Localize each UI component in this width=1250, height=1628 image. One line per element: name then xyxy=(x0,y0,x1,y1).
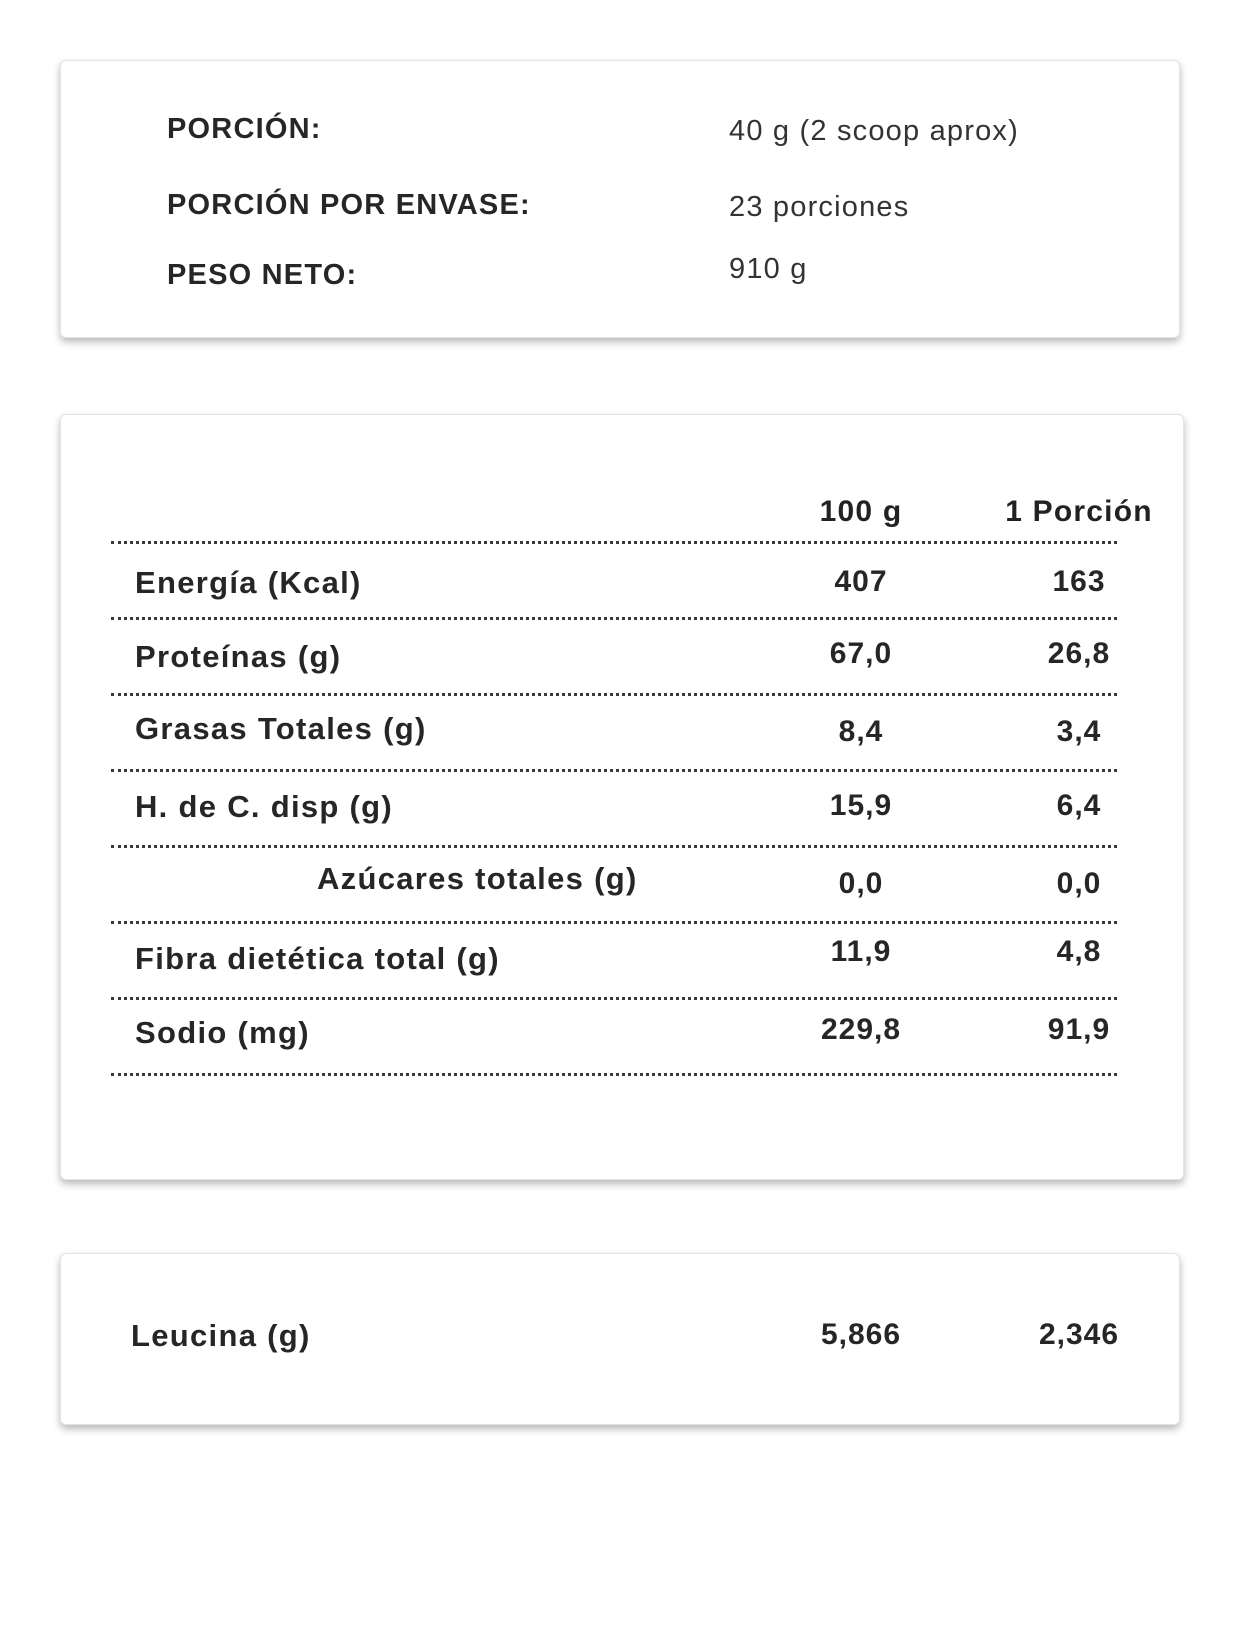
nutrition-row-carbohydrates xyxy=(61,789,1183,833)
dotted-divider xyxy=(111,769,1117,772)
value-100g: 67,0 xyxy=(829,637,893,670)
serving-label: PORCIÓN: xyxy=(167,113,322,145)
nutrition-row-protein xyxy=(61,639,1183,683)
nutrition-table-card xyxy=(60,414,1184,1180)
dotted-divider xyxy=(111,693,1117,696)
value-portion: 163 xyxy=(1052,565,1106,598)
value-portion: 26,8 xyxy=(1047,637,1111,670)
nutrition-row-energy xyxy=(61,565,1183,609)
dotted-divider xyxy=(111,617,1117,620)
nutrition-row-fiber xyxy=(61,935,1183,985)
serving-value: 23 porciones xyxy=(729,191,910,223)
dotted-divider xyxy=(111,997,1117,1000)
dotted-divider xyxy=(111,845,1117,848)
serving-row-per-container xyxy=(61,189,1179,229)
column-header-100g: 100 g xyxy=(819,495,903,528)
value-100g: 407 xyxy=(834,565,888,598)
value-portion: 0,0 xyxy=(1056,867,1102,900)
serving-label: PORCIÓN POR ENVASE: xyxy=(167,189,531,221)
nutrient-label: Sodio (mg) xyxy=(135,1015,310,1050)
value-portion: 4,8 xyxy=(1056,935,1102,968)
nutrient-label: Grasas Totales (g) xyxy=(135,711,427,746)
value-portion: 6,4 xyxy=(1056,789,1102,822)
serving-value: 40 g (2 scoop aprox) xyxy=(729,115,1019,147)
nutrient-label: Leucina (g) xyxy=(131,1318,311,1353)
nutrient-label: Fibra dietética total (g) xyxy=(135,941,500,976)
serving-value: 910 g xyxy=(729,253,808,285)
nutrient-label: Azúcares totales (g) xyxy=(317,861,638,896)
nutrition-row-sodium xyxy=(61,1015,1183,1059)
value-portion: 2,346 xyxy=(1038,1318,1120,1351)
value-portion: 91,9 xyxy=(1047,1013,1111,1046)
dotted-divider xyxy=(111,921,1117,924)
serving-row-portion xyxy=(61,113,1179,153)
dotted-divider xyxy=(111,541,1117,544)
value-100g: 11,9 xyxy=(830,935,892,968)
nutrition-row-total-fat xyxy=(61,711,1183,755)
nutrient-label: Energía (Kcal) xyxy=(135,565,362,600)
nutrient-label: Proteínas (g) xyxy=(135,639,342,674)
nutrient-label: H. de C. disp (g) xyxy=(135,789,394,824)
value-100g: 15,9 xyxy=(829,789,893,822)
value-portion: 3,4 xyxy=(1056,715,1102,748)
value-100g: 229,8 xyxy=(820,1013,902,1046)
dotted-divider xyxy=(111,1073,1117,1076)
nutrition-row-sugars xyxy=(61,861,1183,905)
serving-label: PESO NETO: xyxy=(167,259,358,291)
value-100g: 8,4 xyxy=(838,715,884,748)
column-header-portion: 1 Porción xyxy=(1005,495,1153,528)
serving-info-card xyxy=(60,60,1180,338)
serving-row-net-weight xyxy=(61,253,1179,299)
value-100g: 5,866 xyxy=(820,1318,902,1351)
value-100g: 0,0 xyxy=(838,867,884,900)
amino-acid-card xyxy=(60,1253,1180,1425)
